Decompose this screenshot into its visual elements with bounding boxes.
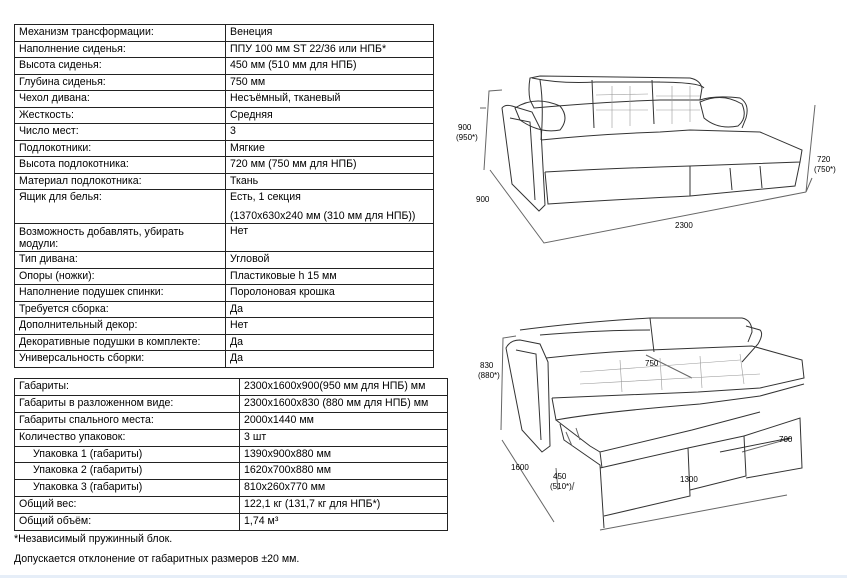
spec-value: Угловой: [226, 252, 434, 269]
spec-value: Средняя: [226, 107, 434, 124]
sofa-unfolded-drawing: [501, 318, 804, 530]
spec-label: Высота подлокотника:: [15, 157, 226, 174]
dim-length-label: 2300: [675, 221, 693, 230]
spec-label: Тип дивана:: [15, 252, 226, 269]
dim-value: 122,1 кг (131,7 кг для НПБ*): [240, 497, 448, 514]
spec-value-line: Есть, 1 секция: [230, 191, 301, 203]
spec-label: Подлокотники:: [15, 140, 226, 157]
spec-label: Высота сиденья:: [15, 58, 226, 75]
dim-value: 2000х1440 мм: [240, 412, 448, 429]
spec-value: Нет: [226, 318, 434, 335]
spec-value: 750 мм: [226, 74, 434, 91]
spec-value: Мягкие: [226, 140, 434, 157]
spec-label: Жесткость:: [15, 107, 226, 124]
spec-label: Дополнительный декор:: [15, 318, 226, 335]
dim-value: 1390х900х880 мм: [240, 446, 448, 463]
spec-label: Механизм трансформации:: [15, 25, 226, 42]
dim-value: 1,74 м³: [240, 514, 448, 531]
spec-label: Требуется сборка:: [15, 301, 226, 318]
spec-value: Нет: [226, 224, 434, 252]
dim-seat-height-npb-label: (510*): [550, 482, 572, 491]
spec-label: Наполнение сиденья:: [15, 41, 226, 58]
dim-label: Общий вес:: [15, 497, 240, 514]
dim-height-npb-label: (950*): [456, 133, 478, 142]
dim-value: 2300х1600х900(950 мм для НПБ) мм: [240, 379, 448, 396]
dim-value: 1620х700х880 мм: [240, 463, 448, 480]
spec-label: Возможность добавлять, убирать модули:: [15, 224, 226, 252]
spec-value: ППУ 100 мм ST 22/36 или НПБ*: [226, 41, 434, 58]
dim-seat-depth-label: 750: [645, 359, 659, 368]
spec-value: 3: [226, 124, 434, 141]
dim-height-label: 900: [458, 123, 472, 132]
dim-arm-height-npb-label: (750*): [814, 165, 836, 174]
dim-box-length-label: 1300: [680, 475, 698, 484]
spec-value: Венеция: [226, 25, 434, 42]
sofa-assembled-drawing: [480, 76, 815, 243]
spec-value: Да: [226, 334, 434, 351]
spec-label: Материал подлокотника:: [15, 173, 226, 190]
spec-value: Несъёмный, тканевый: [226, 91, 434, 108]
spec-value-line: (1370х630х240 мм (310 мм для НПБ)): [230, 210, 416, 222]
spec-label: Опоры (ножки):: [15, 268, 226, 285]
spec-value: 450 мм (510 мм для НПБ): [226, 58, 434, 75]
spec-label: Наполнение подушек спинки:: [15, 285, 226, 302]
dim-unfold-height-npb-label: (880*): [478, 371, 500, 380]
dim-label: Габариты в разложенном виде:: [15, 395, 240, 412]
dim-label: Количество упаковок:: [15, 429, 240, 446]
spec-value: Поролоновая крошка: [226, 285, 434, 302]
spec-value: Да: [226, 301, 434, 318]
spec-label: Чехол дивана:: [15, 91, 226, 108]
dim-label: Упаковка 1 (габариты): [15, 446, 240, 463]
dim-unfold-height-label: 830: [480, 361, 494, 370]
dim-label: Упаковка 2 (габариты): [15, 463, 240, 480]
dim-arm-height-label: 720: [817, 155, 831, 164]
spec-label: Число мест:: [15, 124, 226, 141]
spec-label: Глубина сиденья:: [15, 74, 226, 91]
dim-depth-label: 900: [476, 195, 490, 204]
spec-label: Декоративные подушки в комплекте:: [15, 334, 226, 351]
dim-value: 810х260х770 мм: [240, 480, 448, 497]
spec-label: Универсальность сборки:: [15, 351, 226, 368]
dim-value: 3 шт: [240, 429, 448, 446]
footnote: *Независимый пружинный блок.: [14, 533, 173, 545]
dim-label: Габариты:: [15, 379, 240, 396]
spec-value: 720 мм (750 мм для НПБ): [226, 157, 434, 174]
spec-value: Да: [226, 351, 434, 368]
dim-label: Упаковка 3 (габариты): [15, 480, 240, 497]
dim-seat-height-label: 450: [553, 472, 567, 481]
spec-value: Ткань: [226, 173, 434, 190]
dim-label: Габариты спального места:: [15, 412, 240, 429]
dim-box-width-label: 700: [779, 435, 793, 444]
dim-label: Общий объём:: [15, 514, 240, 531]
spec-label: Ящик для белья:: [15, 190, 226, 224]
spec-value: Пластиковые h 15 мм: [226, 268, 434, 285]
tolerance-note: Допускается отклонение от габаритных размеров ±20 мм.: [14, 553, 300, 565]
dim-value: 2300х1600х830 (880 мм для НПБ) мм: [240, 395, 448, 412]
dim-total-depth-label: 1600: [511, 463, 529, 472]
